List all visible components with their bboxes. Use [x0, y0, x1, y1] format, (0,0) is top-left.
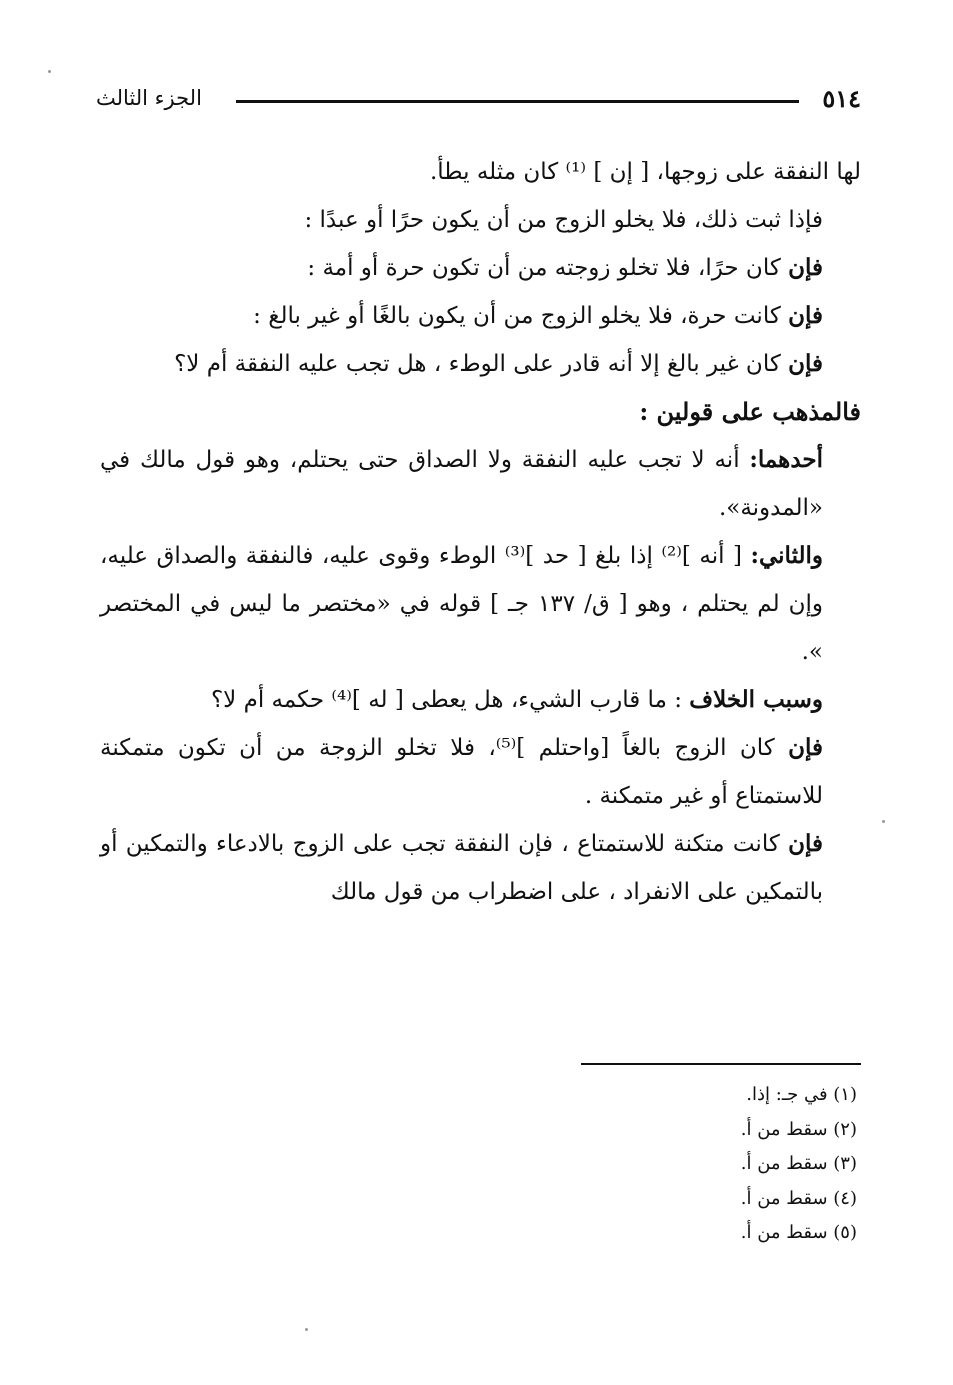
page-header [96, 78, 861, 118]
scan-speck [305, 1328, 308, 1331]
paragraph-3: فإن كان حرًا، فلا تخلو زوجته من أن تكون حرة أو أمة : [307, 254, 823, 281]
header-rule [236, 100, 799, 103]
section-heading: فالمذهب على قولين : [639, 397, 861, 426]
paragraph-capable-wife: فإن كانت متكنة للاستمتاع ، فإن النفقة تجب على الزوج بالادعاء والتمكين أو بالتمكين على الانفراد ، على اضطراب من قول مالك [100, 830, 823, 905]
paragraph-5: فإن كان غير بالغ إلا أنه قادر على الوطء ، هل تجب عليه النفقة أم لا؟ [174, 350, 823, 377]
footnotes [741, 1078, 857, 1251]
footnote-2: (٢) سقط من أ. [740, 1118, 857, 1140]
paragraph-2: فإذا ثبت ذلك، فلا يخلو الزوج من أن يكون حرًا أو عبدًا : [304, 207, 823, 233]
running-title: الجزء الثالث [96, 86, 202, 110]
paragraph-4: فإن كانت حرة، فلا يخلو الزوج من أن يكون بالغًا أو غير بالغ : [253, 302, 823, 329]
paragraph-1: لها النفقة على زوجها، [ إن ] ⁽¹⁾ كان مثله يطأ. [429, 159, 861, 185]
footnote-3: (٣) سقط من أ. [740, 1153, 857, 1174]
scan-speck [48, 70, 51, 73]
paragraph-second-opinion: والثاني: [ أنه ]⁽²⁾ إذا بلغ [ حد ]⁽³⁾ الوطء وقوى عليه، فالنفقة والصداق عليه، وإن لم يحتلم ، وهو [ ق/ ١٣٧ جـ ] قوله في «مختصر ما ليس في المختصر ». [100, 542, 824, 665]
paragraph-first-opinion: أحدهما: أنه لا تجب عليه النفقة ولا الصداق حتى يحتلم، وهو قول مالك في «المدونة». [100, 446, 823, 521]
footnote-1: (١) في جـ: إذا. [746, 1084, 857, 1105]
page-number: ٥١٤ [822, 84, 861, 113]
paragraph-adult-husband: فإن كان الزوج بالغاً [واحتلم ]⁽⁵⁾، فلا تخلو الزوجة من أن تكون متمكنة للاستمتاع أو غير متمكنة . [100, 734, 823, 809]
paragraph-reason: وسبب الخلاف : ما قارب الشيء، هل يعطى [ له ]⁽⁴⁾ حكمه أم لا؟ [210, 686, 823, 713]
scan-speck [882, 820, 885, 823]
footnote-4: (٤) سقط من أ. [740, 1187, 857, 1209]
footnote-5: (٥) سقط من أ. [740, 1222, 857, 1243]
main-text [100, 148, 861, 916]
footnote-separator [581, 1063, 861, 1065]
